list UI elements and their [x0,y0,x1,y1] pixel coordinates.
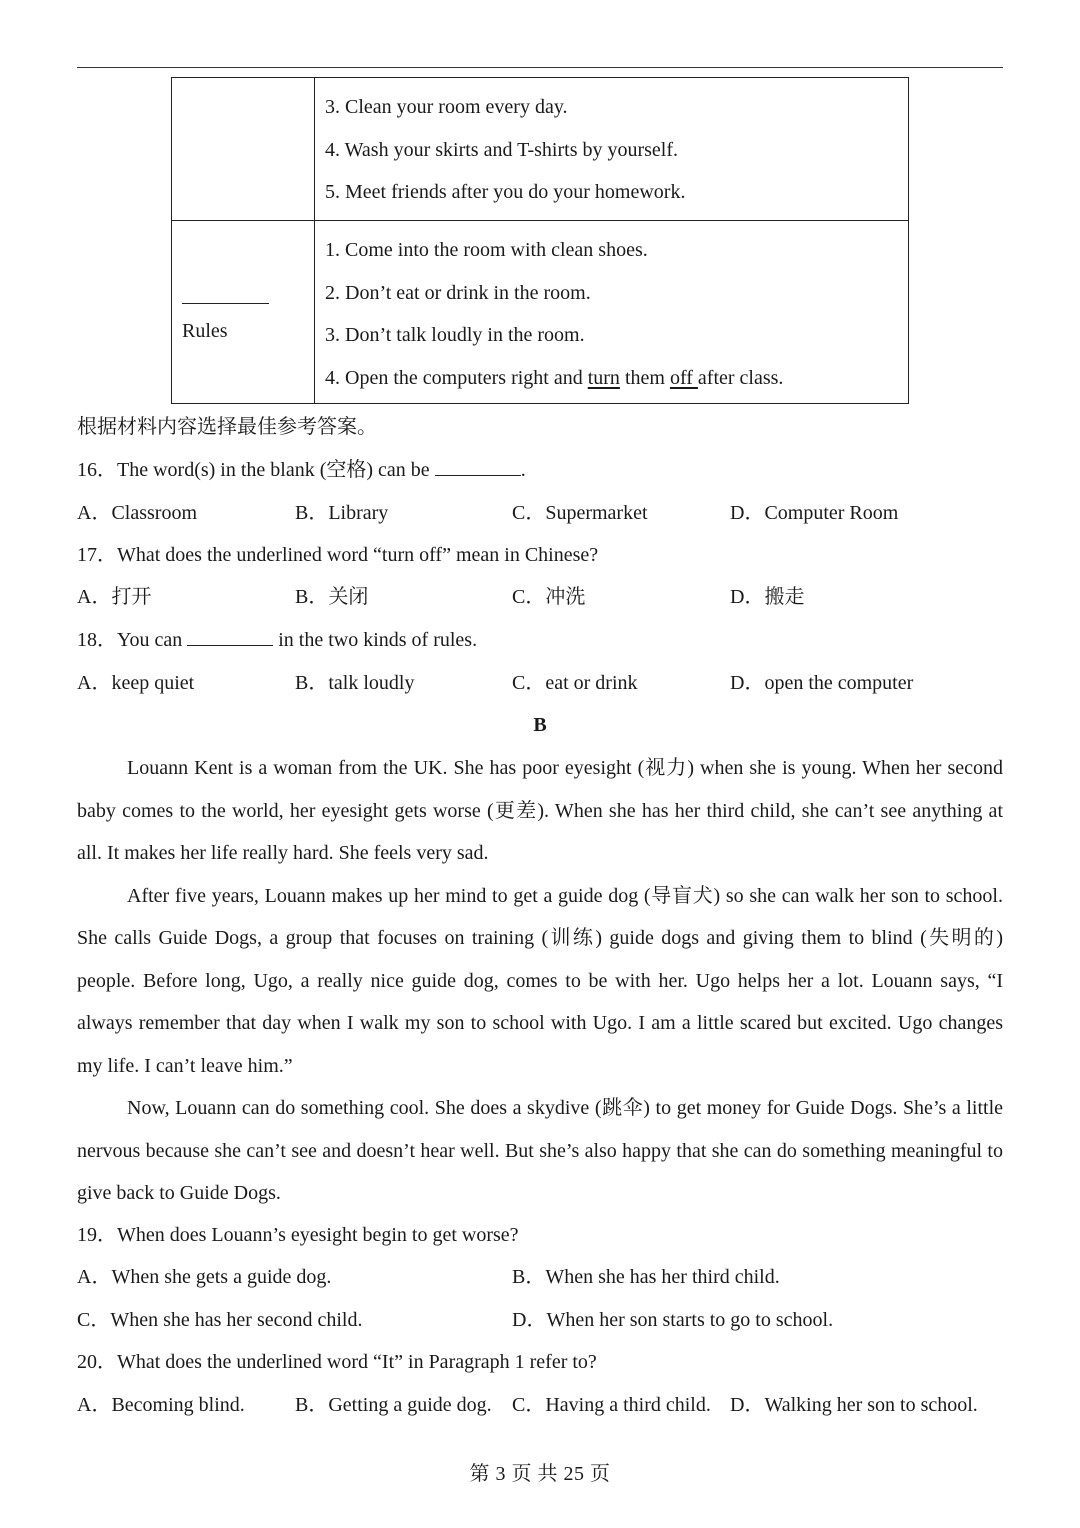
rule-text: 4. Open the computers right and [325,367,588,390]
question-text: 16．The word(s) in the blank (空格) can be [77,459,430,481]
option-b: B．Library [295,502,389,524]
rules-table [171,77,909,404]
paragraph-1 [77,747,1003,875]
option-d: D．搬走 [730,586,805,608]
header-rule [77,67,1003,68]
option-b: B．关闭 [295,586,369,608]
rules-label: Rules [182,320,228,343]
question-19: 19．When does Louann’s eyesight begin to get worse? [77,1224,519,1246]
question-suffix: in the two kinds of rules. [278,629,478,651]
table-row [172,78,909,221]
table-row [172,221,909,404]
option-d: D．open the computer [730,672,914,694]
option-b: B．talk loudly [295,672,415,694]
row1-items-cell [315,78,909,221]
rule-item: 3. Don’t talk loudly in the room. [325,324,585,347]
section-heading: B [533,714,547,736]
row1-label-cell [172,78,315,221]
rule-item: 2. Don’t eat or drink in the room. [325,281,591,304]
rule-item: 1. Come into the room with clean shoes. [325,239,648,262]
it-word: It [107,842,120,864]
label-blank [182,303,269,304]
option-c: C．冲洗 [512,586,586,608]
rule-text: them [619,367,670,390]
question-16 [77,456,526,484]
option-c: C．Supermarket [512,502,648,524]
paragraph-3: Now, Louann can do something cool. She does a skydive (跳伞) to get money for Guide Dogs. She’s a little nervous because she can’t see and doesn’t hear well. But she’s also happy that she can do something meaningful to give back to Guide Dogs. [77,1097,1003,1204]
option-b: B．Getting a guide dog. [295,1394,492,1416]
row2-label-cell [172,221,315,404]
underlined-turn: turn [587,367,620,390]
page-number: 第 3 页 共 25 页 [469,1463,611,1485]
rule-item [325,357,908,400]
rule-item: 3. Clean your room every day. [325,96,568,118]
option-d: D．Computer Room [730,502,899,524]
option-b: B．When she has her third child. [512,1266,780,1288]
option-a: A．keep quiet [77,672,195,694]
underlined-off: off [669,367,698,390]
question-suffix: . [520,459,526,481]
paragraph-text: makes her life really hard. She feels very sad. [119,842,489,864]
option-a: A．When she gets a guide dog. [77,1266,332,1288]
question-20: 20．What does the underlined word “It” in Paragraph 1 refer to? [77,1351,597,1373]
option-d: D．Walking her son to school. [730,1394,978,1416]
instruction: 根据材料内容选择最佳参考答案。 [77,416,377,438]
option-c: C．When she has her second child. [77,1309,363,1331]
option-d: D．When her son starts to go to school. [512,1309,834,1331]
reading-passage [77,747,1003,1215]
answer-blank [435,457,521,476]
paragraph-2: After five years, Louann makes up her mind to get a guide dog (导盲犬) so she can walk her son to school. She calls Guide Dogs, a group that focuses on training (训练) guide dogs and giving them to blind (失明的) people. Before long, Ugo, a really nice guide dog, comes to be with her. Ugo helps her a lot. Louann says, “I always remember that day when I walk my son to school with Ugo. I am a little scared but excited. Ugo changes my life. I can’t leave him.” [77,884,1003,1077]
option-a: A．Becoming blind. [77,1394,245,1416]
answer-blank [187,627,273,646]
question-18 [77,626,477,654]
paragraph-text: Louann Kent is a woman from the UK. She has poor eyesight (视力) when she is young. When her second baby comes to the world, her eyesight gets worse (更差). When she has her third child, she can’t see anything at all. [77,757,1003,864]
question-text: 18．You can [77,629,183,651]
rule-item: 4. Wash your skirts and T-shirts by yourself. [325,138,679,161]
rule-item: 5. Meet friends after you do your homework. [325,181,686,204]
option-a: A．打开 [77,586,152,608]
row2-items-cell [315,221,909,404]
option-c: C．Having a third child. [512,1394,711,1416]
question-17: 17．What does the underlined word “turn off” mean in Chinese? [77,544,599,566]
rule-text: after class. [697,367,784,390]
option-a: A．Classroom [77,502,197,524]
option-c: C．eat or drink [512,672,638,694]
